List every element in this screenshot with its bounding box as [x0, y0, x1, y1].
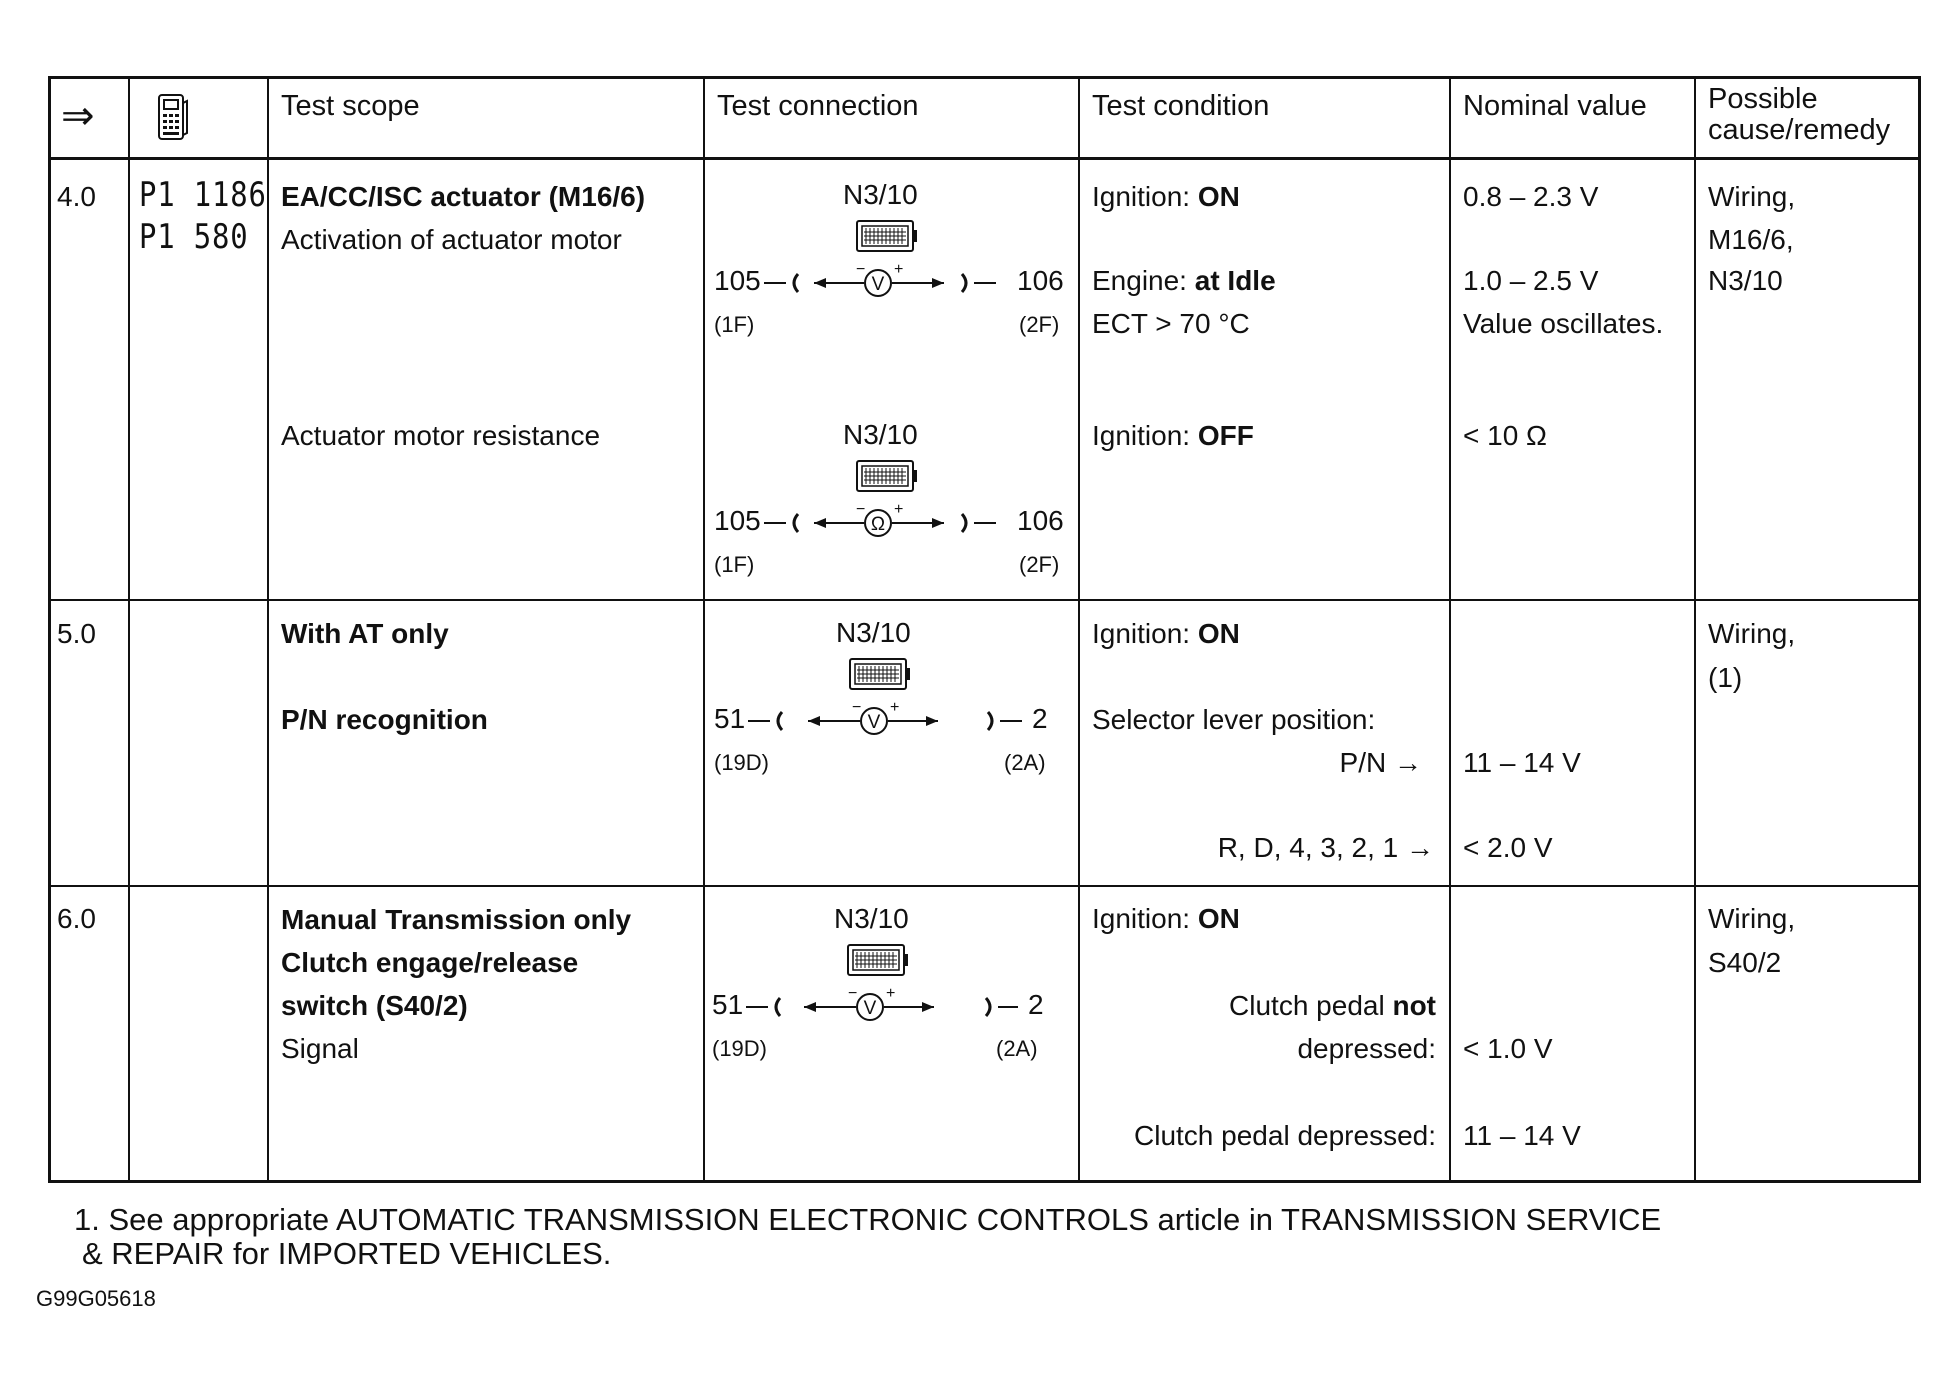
pin-left-sub: (19D) [714, 750, 770, 775]
condition-value: ON [1197, 618, 1240, 649]
voltmeter-symbol [764, 261, 1012, 300]
header-possible-cause [1708, 84, 1890, 146]
control-module-icon [849, 658, 911, 690]
condition-value: at Idle [1194, 265, 1276, 296]
voltmeter-symbol [748, 699, 1028, 738]
pin-left: 51 [714, 703, 746, 734]
header-test-scope: Test scope [281, 90, 420, 122]
header-test-condition: Test condition [1092, 90, 1270, 122]
fault-code: P1 580 [139, 217, 249, 257]
connection-diagram [706, 902, 1076, 1072]
header-possible-cause-line1: Possible [1708, 83, 1818, 115]
figure-code: G99G05618 [36, 1286, 156, 1311]
test-table [48, 76, 1921, 1183]
nominal-value: < 2.0 V [1463, 832, 1553, 863]
column-divider [703, 79, 705, 1180]
header-possible-cause-line2: cause/remedy [1708, 114, 1891, 146]
meter-letter: V [871, 274, 885, 295]
test-condition: R, D, 4, 3, 2, 1 → [1217, 832, 1434, 863]
header-divider [51, 157, 1918, 160]
row-divider [51, 599, 1918, 601]
pin-right: 106 [1017, 265, 1064, 296]
control-module-icon [856, 220, 918, 252]
pin-left-sub: (1F) [714, 312, 755, 337]
nominal-value: 0.8 – 2.3 V [1463, 181, 1599, 212]
condition-value: ON [1197, 903, 1240, 934]
control-module-icon [847, 944, 909, 976]
scope-title: Clutch engage/release [281, 947, 579, 978]
component-label: N3/10 [843, 419, 918, 450]
condition-label: Engine: [1092, 265, 1195, 296]
step-number: 6.0 [57, 903, 96, 934]
double-arrow-right-icon: ⇒ [61, 94, 95, 138]
nominal-value: < 1.0 V [1463, 1033, 1553, 1064]
possible-cause: M16/6, [1708, 224, 1794, 255]
condition-label: Ignition: [1092, 181, 1198, 212]
pin-left-sub: (19D) [712, 1036, 768, 1061]
scope-subtitle: Signal [281, 1033, 359, 1064]
pin-right-sub: (2F) [1019, 312, 1060, 337]
nominal-value: 11 – 14 V [1463, 747, 1581, 778]
test-condition: Clutch pedal depressed: [1134, 1120, 1436, 1151]
test-condition: Selector lever position: [1092, 704, 1376, 735]
hand-held-tester-icon [155, 93, 189, 146]
svg-text:+: + [886, 985, 896, 1002]
possible-cause: Wiring, [1708, 181, 1796, 212]
component-label: N3/10 [834, 903, 909, 934]
scope-subtitle: Activation of actuator motor [281, 224, 622, 255]
column-divider [1449, 79, 1451, 1180]
scope-title: EA/CC/ISC actuator (M16/6) [281, 181, 646, 212]
test-condition: P/N → [1339, 747, 1422, 778]
condition-label: Ignition: [1092, 618, 1198, 649]
svg-text:+: + [894, 501, 904, 518]
test-condition [1092, 989, 1436, 1023]
header-nominal-value: Nominal value [1463, 90, 1647, 122]
scope-subtitle: P/N recognition [281, 704, 488, 735]
test-condition [1092, 902, 1240, 936]
test-condition: depressed: [1297, 1033, 1436, 1064]
footnote: 1. See appropriate AUTOMATIC TRANSMISSION ELECTRONIC CONTROLS article in TRANSMISSION SERVICE [74, 1202, 1662, 1237]
column-divider [267, 79, 269, 1180]
pin-left: 105 [714, 265, 761, 296]
svg-text:−: − [848, 985, 858, 1002]
condition-value: not [1392, 990, 1436, 1021]
ohmmeter-symbol [764, 501, 1012, 540]
component-label: N3/10 [843, 179, 918, 210]
connection-diagram [706, 418, 1076, 588]
component-label: N3/10 [836, 617, 911, 648]
test-condition [1092, 419, 1254, 453]
step-number: 4.0 [57, 181, 96, 212]
condition-value: OFF [1197, 420, 1254, 451]
svg-text:+: + [894, 261, 904, 278]
svg-text:+: + [890, 699, 900, 716]
meter-letter: Ω [870, 514, 886, 535]
pin-right: 2 [1028, 989, 1044, 1020]
scope-subtitle: Actuator motor resistance [281, 420, 601, 451]
possible-cause: Wiring, [1708, 618, 1796, 649]
condition-label: Clutch pedal [1229, 990, 1393, 1021]
test-condition: ECT > 70 °C [1092, 308, 1250, 339]
pin-left: 51 [712, 989, 744, 1020]
possible-cause: (1) [1708, 662, 1743, 693]
fault-code: P1 1186 [139, 175, 267, 215]
possible-cause: Wiring, [1708, 903, 1796, 934]
svg-text:−: − [852, 699, 862, 716]
svg-text:−: − [856, 501, 866, 518]
test-condition [1092, 264, 1276, 298]
pin-right: 106 [1017, 505, 1064, 536]
test-condition [1092, 180, 1240, 214]
condition-label: Ignition: [1092, 903, 1198, 934]
pin-right-sub: (2F) [1019, 552, 1060, 577]
header-test-connection: Test connection [717, 90, 919, 122]
scope-title: Manual Transmission only [281, 904, 632, 935]
step-number: 5.0 [57, 618, 96, 649]
nominal-value: Value oscillates. [1463, 308, 1664, 339]
footnote: & REPAIR for IMPORTED VEHICLES. [82, 1236, 612, 1271]
column-divider [1694, 79, 1696, 1180]
column-divider [128, 79, 130, 1180]
nominal-value: 11 – 14 V [1463, 1120, 1581, 1151]
column-divider [1078, 79, 1080, 1180]
voltmeter-symbol [746, 985, 1026, 1024]
pin-left: 105 [714, 505, 761, 536]
control-module-icon [856, 460, 918, 492]
row-divider [51, 885, 1918, 887]
test-condition [1092, 617, 1240, 651]
connection-diagram [706, 178, 1076, 348]
meter-letter: V [867, 712, 881, 733]
possible-cause: N3/10 [1708, 265, 1783, 296]
condition-label: Ignition: [1092, 420, 1198, 451]
pin-right: 2 [1032, 703, 1048, 734]
condition-value: ON [1197, 181, 1240, 212]
scope-title: With AT only [281, 618, 449, 649]
pin-right-sub: (2A) [1004, 750, 1046, 775]
nominal-value: 1.0 – 2.5 V [1463, 265, 1599, 296]
svg-text:−: − [856, 261, 866, 278]
pin-left-sub: (1F) [714, 552, 755, 577]
meter-letter: V [863, 998, 877, 1019]
scope-title: switch (S40/2) [281, 990, 468, 1021]
pin-right-sub: (2A) [996, 1036, 1038, 1061]
connection-diagram [706, 616, 1076, 786]
nominal-value: < 10 Ω [1463, 420, 1547, 451]
possible-cause: S40/2 [1708, 947, 1782, 978]
